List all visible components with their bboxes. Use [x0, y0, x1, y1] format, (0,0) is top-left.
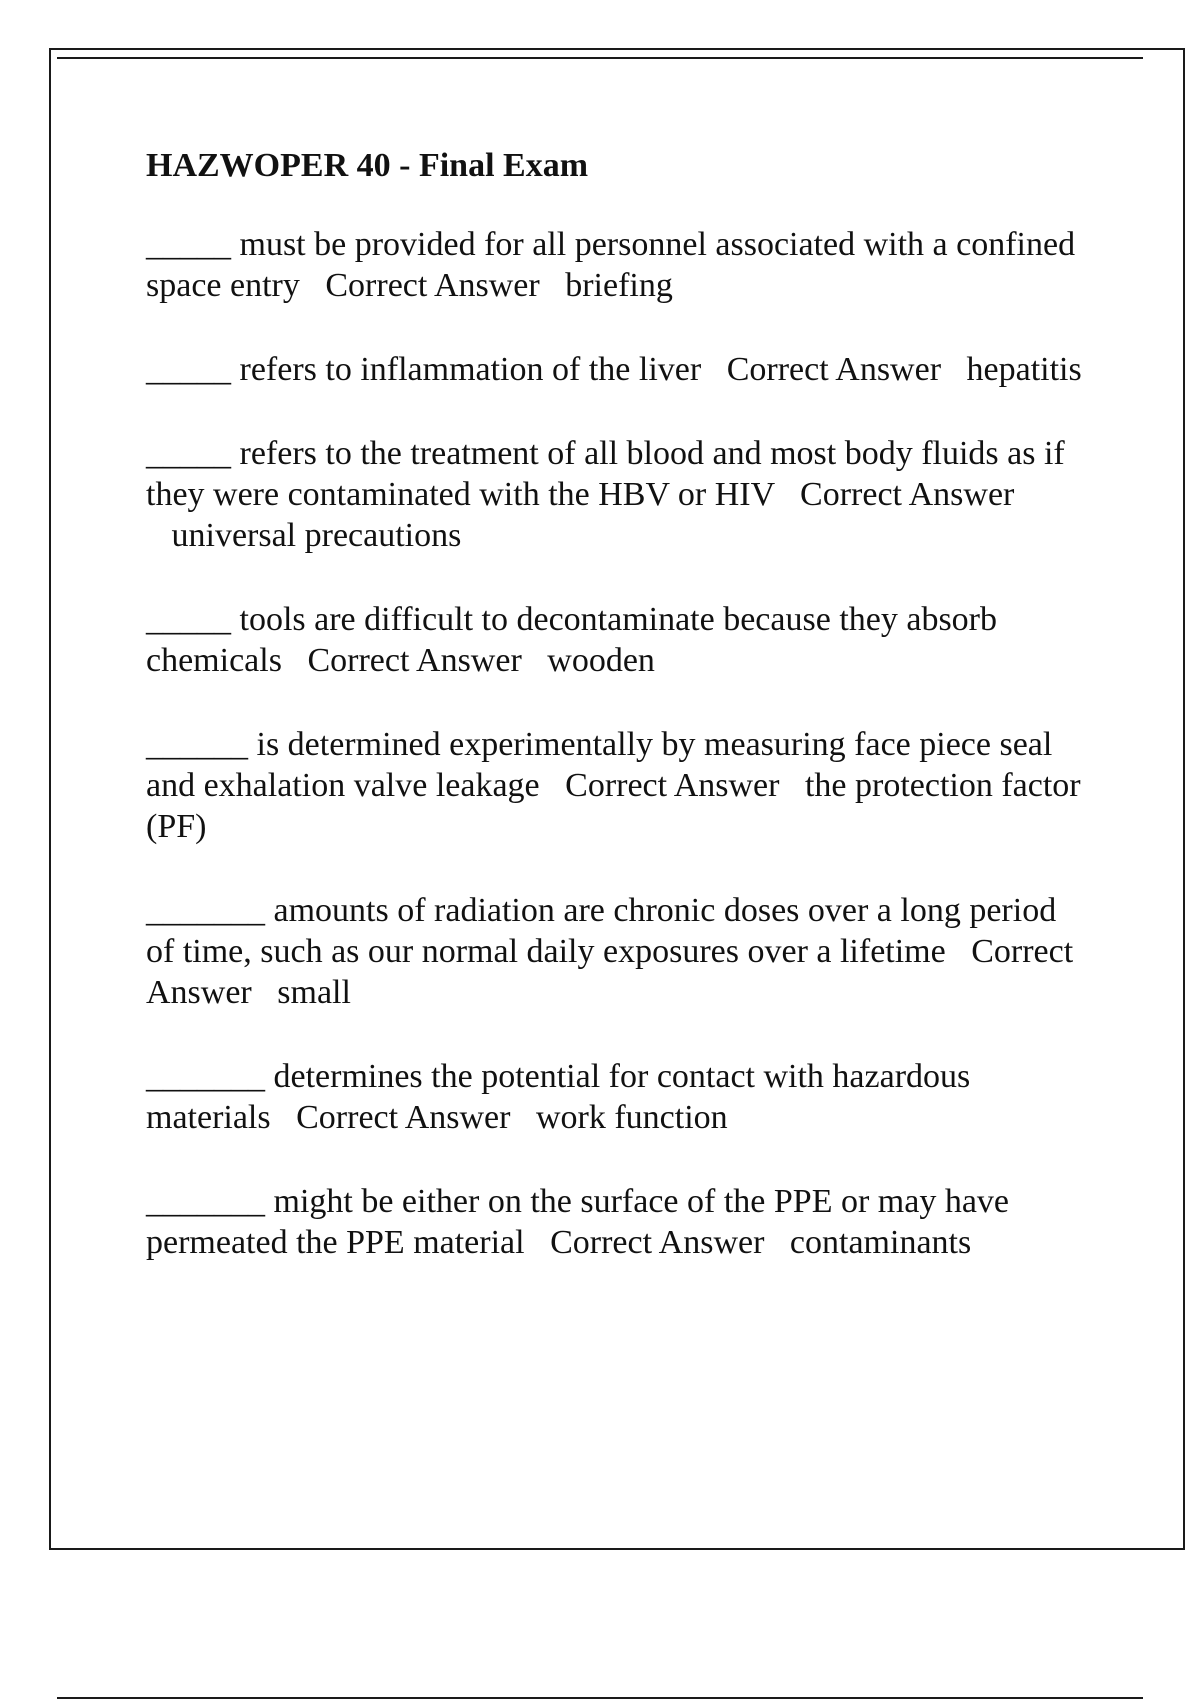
question-text: _____ must be provided for all personnel associated with a confined space entry — [146, 226, 1076, 304]
answer-text: the protection factor (PF) — [146, 767, 1081, 845]
question-text: _______ might be either on the surface of the PPE or may have permeated the PPE material — [146, 1183, 1009, 1261]
answer-text: universal precautions — [171, 517, 462, 554]
answer-label: Correct Answer — [146, 933, 1074, 1011]
answer-label: Correct Answer — [726, 351, 942, 388]
qa-item — [146, 224, 1086, 306]
question-text: _______ determines the potential for contact with hazardous materials — [146, 1058, 971, 1136]
qa-item — [146, 890, 1086, 1013]
answer-label: Correct Answer — [550, 1224, 765, 1261]
question-text: _______ amounts of radiation are chronic doses over a long period of time, such as our normal daily exposures over a lifetime — [146, 892, 1057, 970]
answer-text: briefing — [565, 267, 673, 304]
answer-text: small — [277, 974, 351, 1011]
question-text: _____ refers to inflammation of the liver — [146, 351, 702, 388]
bottom-rule — [57, 1697, 1143, 1699]
answer-text: work function — [535, 1099, 728, 1136]
document-body — [146, 146, 1086, 1306]
answer-text: hepatitis — [966, 351, 1082, 388]
qa-item — [146, 1181, 1086, 1263]
qa-item — [146, 724, 1086, 847]
answer-label: Correct Answer — [307, 642, 522, 679]
answer-text: contaminants — [789, 1224, 972, 1261]
qa-item — [146, 1056, 1086, 1138]
qa-item — [146, 599, 1086, 681]
answer-text: wooden — [547, 642, 655, 679]
document-title: HAZWOPER 40 - Final Exam — [146, 147, 589, 184]
qa-item — [146, 349, 1086, 390]
qa-item — [146, 433, 1086, 556]
answer-label: Correct Answer — [565, 767, 780, 804]
question-text: _____ refers to the treatment of all blood and most body fluids as if they were contaminated with the HBV or HIV — [146, 435, 1065, 513]
answer-label: Correct Answer — [325, 267, 540, 304]
question-text: _____ tools are difficult to decontaminate because they absorb chemicals — [146, 601, 997, 679]
top-rule — [57, 57, 1143, 59]
question-text: ______ is determined experimentally by measuring face piece seal and exhalation valve leakage — [146, 726, 1053, 804]
answer-label: Correct Answer — [296, 1099, 511, 1136]
answer-label: Correct Answer — [800, 476, 1015, 513]
